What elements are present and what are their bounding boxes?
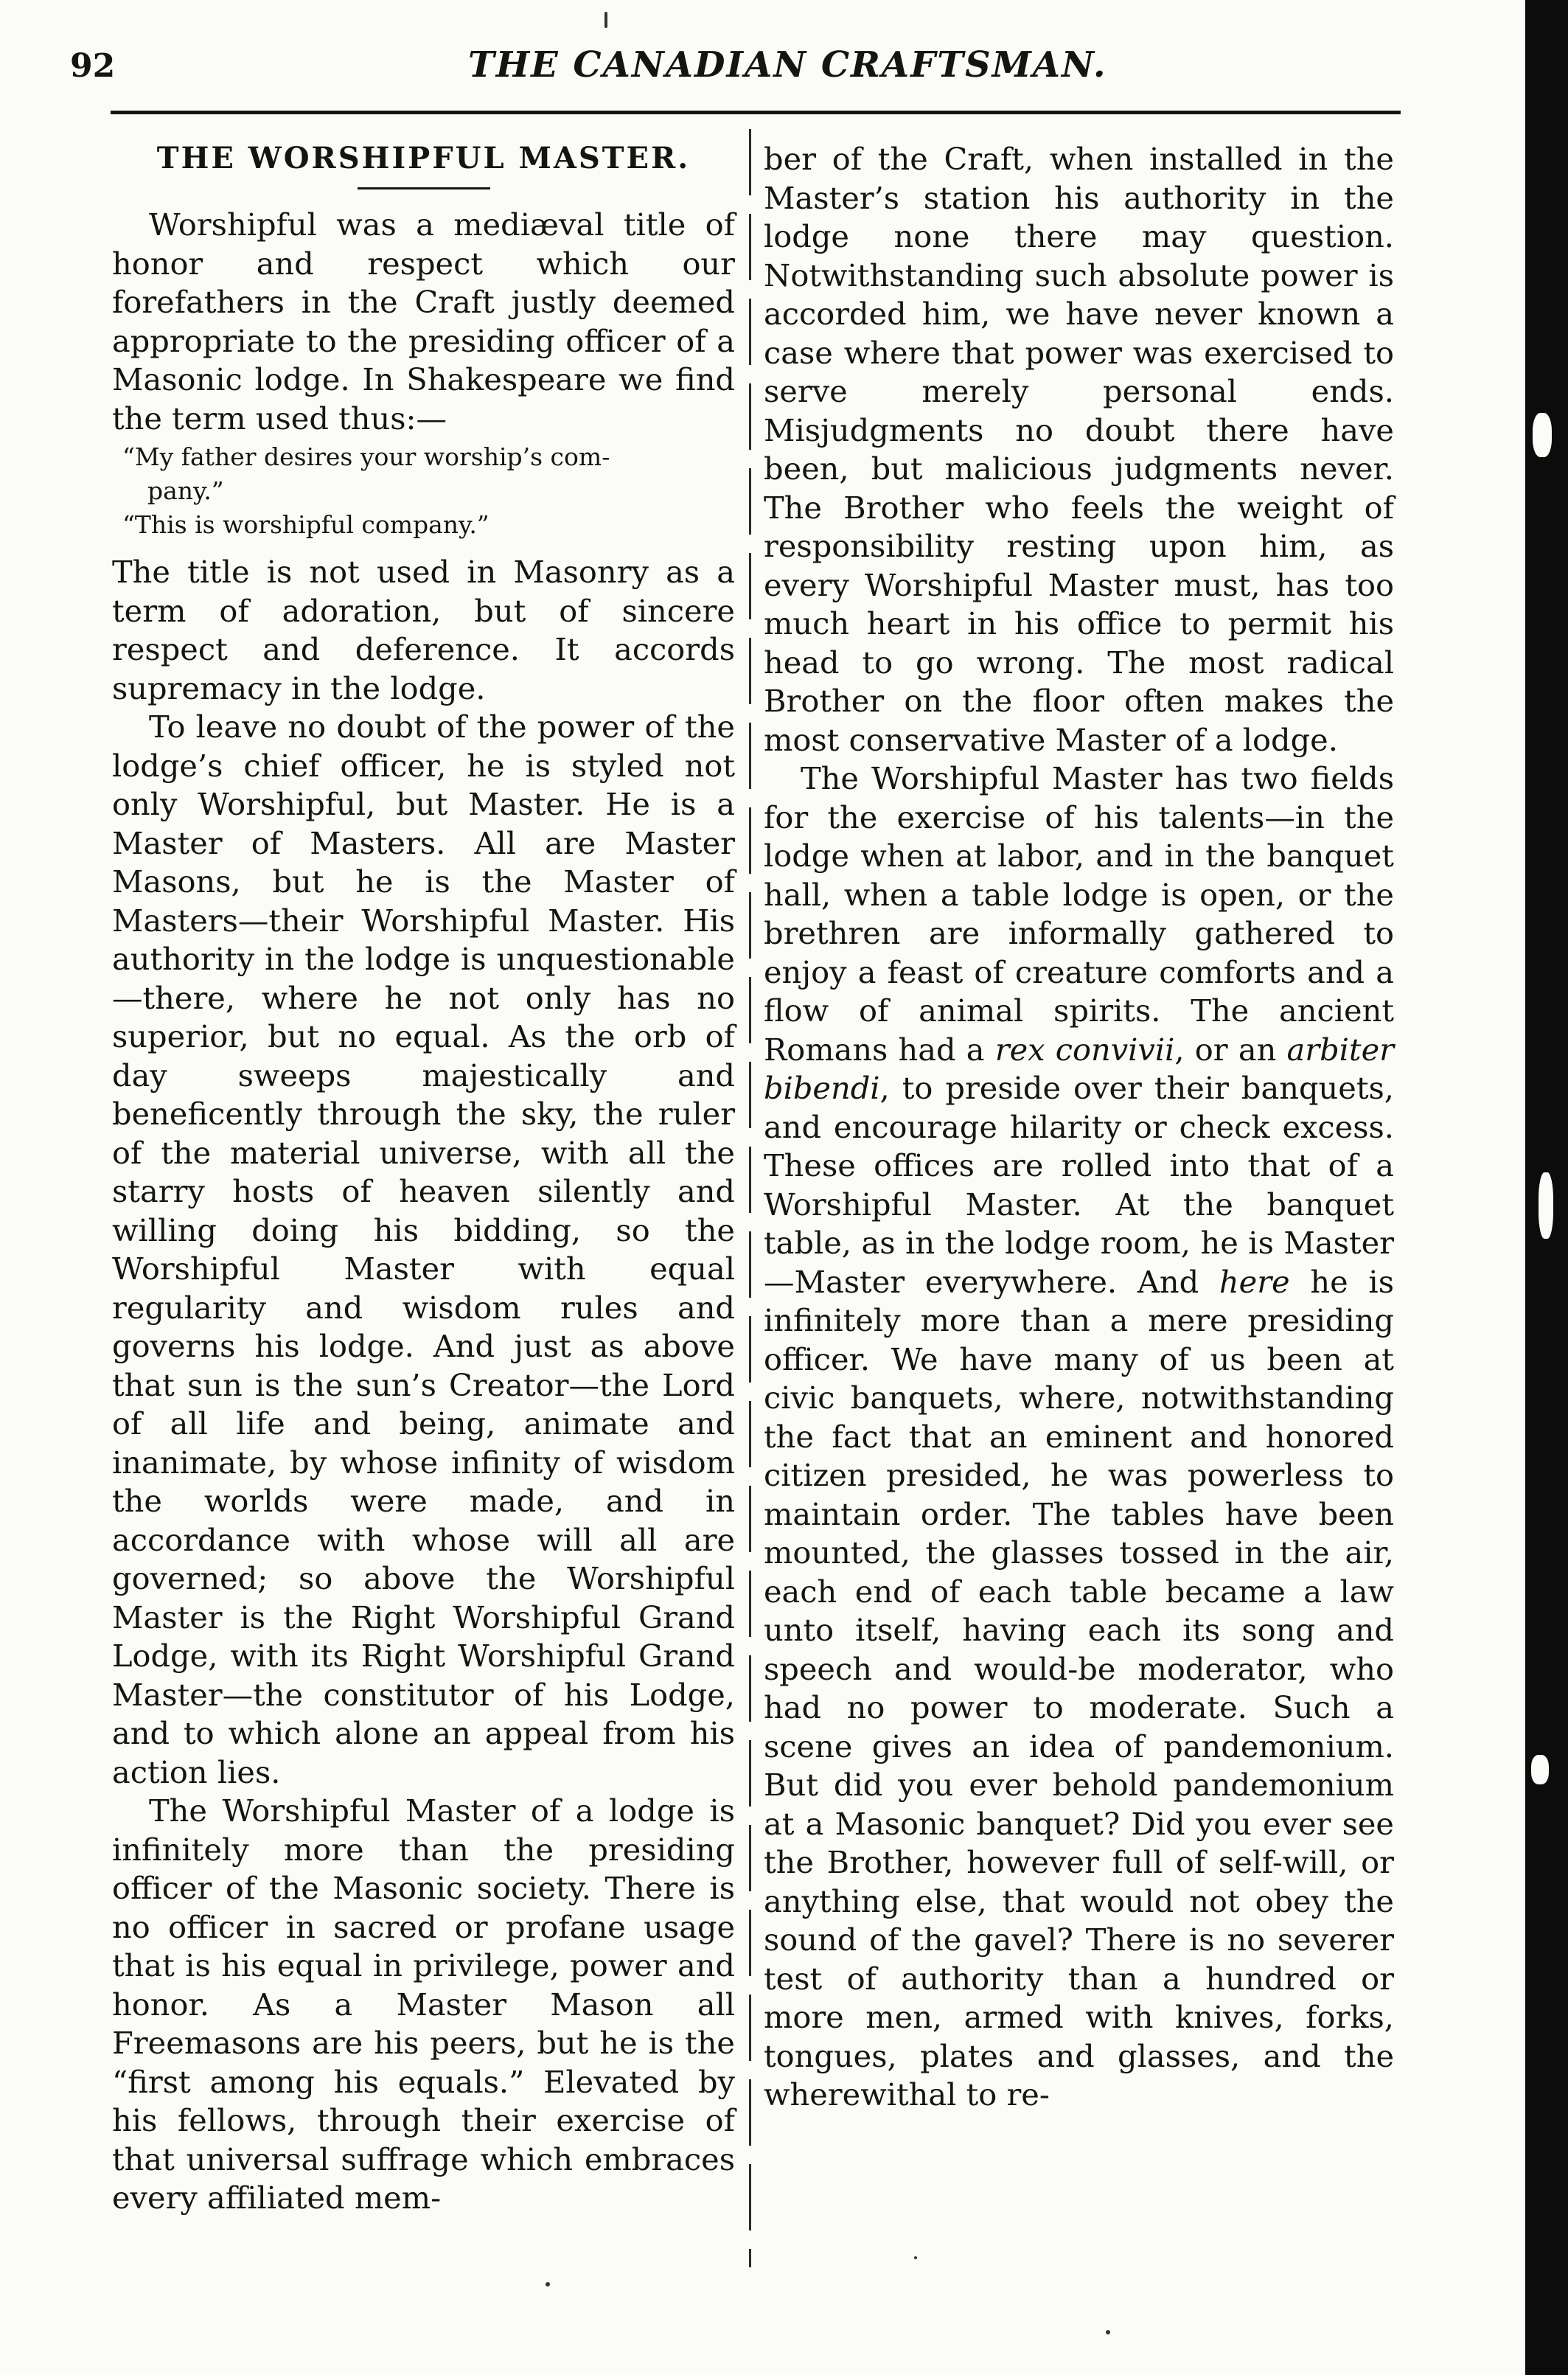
body-paragraph: ber of the Craft, when installed in the Master’s station his authority in the lodge none there may question. Notwithstanding such absolute power is accorded him, we have never known a case where that power was exercised to serve merely personal ends. Misjudgments no doubt there have been, but malicious judgments never. The Brother who feels the weight of responsibility resting upon him, as every Worshipful Master must, has too much heart in his office to permit his head to go wrong. The most radical Brother on the floor often makes the most conservative Master of a lodge. [764, 141, 1394, 758]
intro-paragraph: Worshipful was a mediæval title of honor and respect which our forefathers in the Craft justly deemed appropriate to the presiding officer of a Masonic lodge. In Shakespeare we find the term used thus:— [112, 206, 735, 437]
page-header [70, 43, 1515, 100]
print-speck [604, 12, 607, 28]
body-paragraph: The title is not used in Masonry as a term of adoration, but of sincere respect and deference. It accords supremacy in the lodge. [112, 554, 735, 706]
heading-rule [358, 187, 490, 189]
latin-term: arbiter bibendi [764, 1031, 1394, 1106]
header-rule [111, 111, 1401, 114]
text-run: he is infinitely more than a mere presiding officer. We have many of us been at civic banquets, where, notwithstanding the fact that an eminent and honored citizen presided, he was powerless to maintain order. The tables have been mounted, the glasses tossed in the air, each end of each table became a law unto itself, having each its song and speech and would-be moderator, who had no power to moderate. Such a scene gives an idea of pandemonium. But did you ever behold pandemonium at a Masonic banquet? Did you ever see the Brother, however full of self-will, or anything else, that would not obey the sound of the gavel? There is no severer test of authority than a hundred or more men, armed with knives, forks, tongues, plates and glasses, and the wherewithal to re- [764, 1263, 1394, 2113]
print-speck [914, 2256, 917, 2259]
right-column [764, 140, 1394, 2115]
scan-edge [1525, 0, 1568, 2375]
article-heading: THE WORSHIPFUL MASTER. [156, 141, 691, 175]
body-paragraph: To leave no doubt of the power of the lodge’s chief officer, he is styled not only Worshipful, but Master. He is a Master of Masters. All are Master Masons, but he is the Master of Masters—their Worshipful Master. His authority in the lodge is unquestionable—there, where he not only has no superior, but no equal. As the orb of day sweeps majestically and beneficently through the sky, the ruler of the material universe, with all the starry hosts of heaven silently and willing doing his bidding, so the Worshipful Master with equal regularity and wisdom rules and governs his lodge. And just as above that sun is the sun’s Creator—the Lord of all life and being, animate and inanimate, by whose infinity of wisdom the worlds were made, and in accordance with whose will all are governed; so above the Worshipful Master is the Right Worshipful Grand Lodge, with its Right Worshipful Grand Master—the constitutor of his Lodge, and to which alone an appeal from his action lies. [112, 709, 735, 1790]
latin-term: rex convivii [994, 1031, 1175, 1068]
quote-line: “This is worshipful company.” [122, 510, 489, 539]
print-speck [1106, 2330, 1110, 2334]
column-divider [749, 129, 751, 2267]
left-column [112, 140, 735, 2218]
emphasis: here [1219, 1263, 1290, 1300]
text-run: The Worshipful Master has two fields for the exercise of his talents—in the lodge when at labor, and in the banquet hall, when a table lodge is open, or the brethren are informally gathered to enjoy a feast of creature comforts and a flow of animal spirits. The ancient Romans had a [764, 760, 1394, 1068]
text-run: , or an [1174, 1031, 1287, 1068]
body-paragraph: The Worshipful Master of a lodge is infinitely more than the presiding officer of the Masonic society. There is no officer in sacred or profane usage that is his equal in privilege, power and honor. As a Master Mason all Freemasons are his peers, but he is the “first among his equals.” Elevated by his fellows, through their exercise of that universal suffrage which embraces every affiliated mem- [112, 1792, 735, 2216]
body-paragraph [764, 759, 1394, 2115]
text-run: , to preside over their banquets, and encourage hilarity or check excess. These offices are rolled into that of a Worshipful Master. At the banquet table, as in the lodge room, he is Master—Master everywhere. And [764, 1070, 1394, 1300]
shakespeare-quote [112, 442, 735, 540]
quote-line: pany.” [147, 476, 224, 505]
running-title: THE CANADIAN CRAFTSMAN. [468, 44, 1107, 86]
page-number: 92 [70, 47, 116, 85]
quote-line: “My father desires your worship’s com- [122, 442, 610, 471]
print-speck [546, 2282, 550, 2287]
